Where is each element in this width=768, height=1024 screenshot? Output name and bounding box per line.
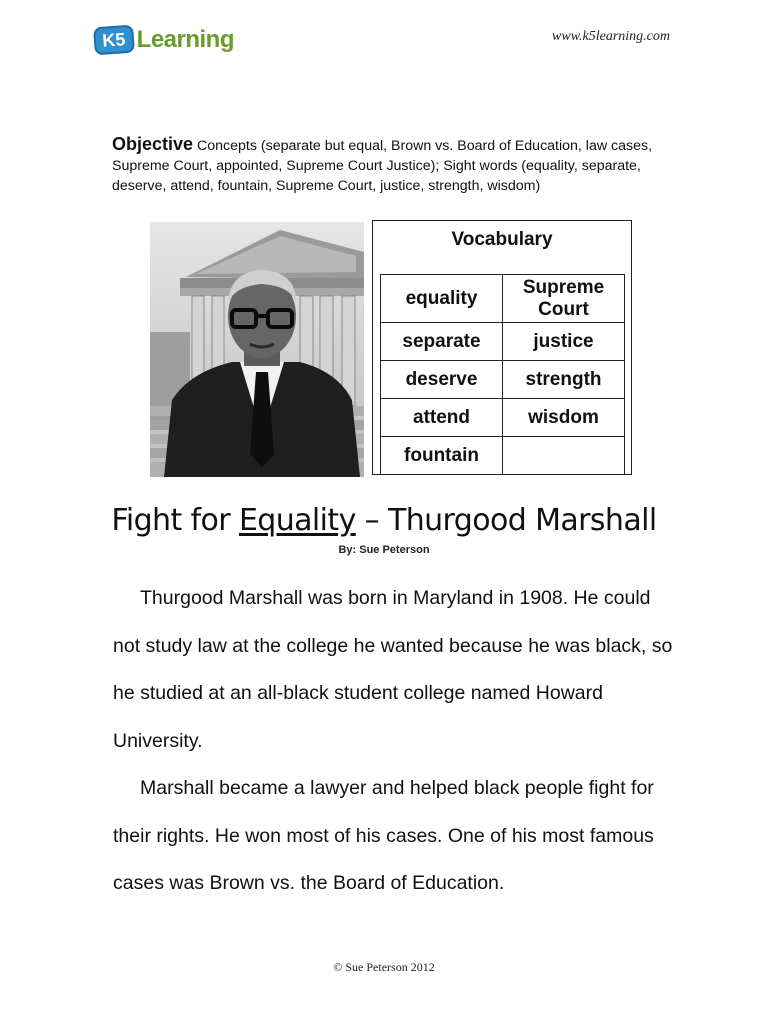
objective-section <box>112 134 672 196</box>
table-row <box>381 437 625 475</box>
copyright-footer: © Sue Peterson 2012 <box>333 960 435 974</box>
vocab-word: equality <box>381 275 503 323</box>
vocab-word: separate <box>381 323 503 361</box>
byline: By: Sue Peterson <box>338 544 430 556</box>
objective-heading: Objective <box>112 134 194 154</box>
portrait-image <box>150 222 364 477</box>
vocab-word-empty <box>503 437 625 475</box>
site-url: www.k5learning.com <box>552 29 670 44</box>
vocab-word: wisdom <box>503 399 625 437</box>
vocab-word: attend <box>381 399 503 437</box>
vocab-word: deserve <box>381 361 503 399</box>
logo-wordmark: Learning <box>136 26 234 53</box>
vocabulary-box <box>372 220 632 475</box>
table-row <box>381 399 625 437</box>
vocab-word: justice <box>503 323 625 361</box>
vocab-word: strength <box>503 361 625 399</box>
vocab-word: Supreme Court <box>503 275 625 323</box>
objective-text: Concepts (separate but equal, Brown vs. Board of Education, law cases, Supreme Court, appointed, Supreme Court Justice); Sight words (equality, separate, deserve, attend, fountain, Supreme Court, justice, strength, wisdom) <box>112 138 653 194</box>
thurgood-marshall-photo <box>150 222 364 477</box>
table-row <box>381 361 625 399</box>
paragraph: Thurgood Marshall was born in Maryland in 1908. He could not study law at the college he wanted because he was black, so he studied at an all-black student college named Howard University. <box>113 587 673 752</box>
logo-mark: K5 <box>93 25 135 56</box>
title-part: Fight for <box>111 503 239 538</box>
vocab-word: fountain <box>381 437 503 475</box>
article-body <box>113 575 673 908</box>
table-row <box>381 275 625 323</box>
title-part: – Thurgood Marshall <box>355 503 657 538</box>
title-underlined-word: Equality <box>238 503 356 538</box>
article-title <box>0 503 768 538</box>
paragraph: Marshall became a lawyer and helped black people fight for their rights. He won most of his cases. One of his most famous cases was Brown vs. the Board of Education. <box>113 777 654 894</box>
table-row <box>381 323 625 361</box>
k5-learning-logo[interactable] <box>94 22 234 58</box>
vocabulary-table <box>380 274 625 475</box>
vocabulary-title: Vocabulary <box>451 229 553 250</box>
